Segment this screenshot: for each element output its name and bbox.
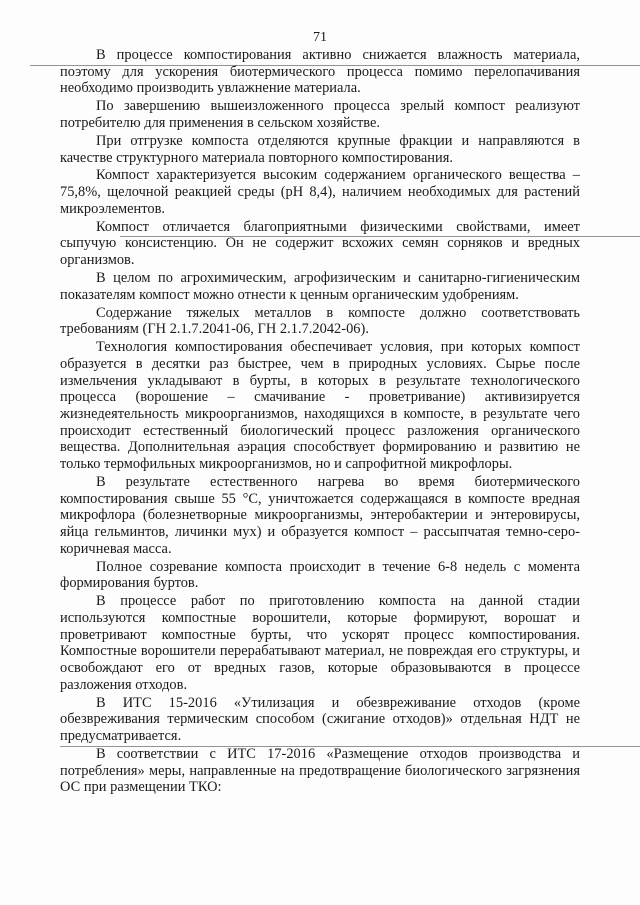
paragraph: В процессе компостирования активно снижается влажность материала, поэтому для ускорения биотермического процесса помимо перелопачивания необходимо производить увлажнение материала.	[60, 47, 580, 97]
page-number: 71	[313, 30, 327, 45]
paragraph: Полное созревание компоста происходит в течение 6-8 недель с момента формирования буртов.	[60, 558, 580, 592]
paragraph: При отгрузке компоста отделяются крупные фракции и направляются в качестве структурного материала повторного компостирования.	[60, 132, 580, 166]
paragraph: Компост отличается благоприятными физическими свойствами, имеет сыпучую консистенцию. Он не содержит всхожих семян сорняков и вредных организмов.	[60, 218, 580, 269]
paragraph: Содержание тяжелых металлов в компосте должно соответствовать требованиям (ГН 2.1.7.2041-06, ГН 2.1.7.2042-06).	[60, 304, 580, 338]
paragraph: По завершению вышеизложенного процесса зрелый компост реализуют потребителю для применения в сельском хозяйстве.	[60, 98, 580, 131]
document-body	[60, 47, 580, 797]
paragraph: В процессе работ по приготовлению компоста на данной стадии используются компостные ворошители, которые формируют, ворошат и проветривают компостные бурты, что ускорят процесс компостирования. Компостные ворошители перерабатывают материал, не повреждая его структуры, и освобождают его от вредных газов, которые образовываются в процессе разложения отходов.	[60, 593, 580, 693]
paragraph: В результате естественного нагрева во время биотермического компостирования свыше 55 °С, уничтожается содержащаяся в компосте вредная микрофлора (болезнетворные микроорганизмы, энтеробактерии и энтеровирусы, яйца гельминтов, личинки мух) и образуется компост – рассыпчатая темно-серо-коричневая масса.	[60, 474, 580, 557]
paragraph: Компост характеризуется высоким содержанием органического вещества – 75,8%, щелочной реакцией среды (pH 8,4), наличием необходимых для растений микроэлементов.	[60, 167, 580, 217]
paragraph: В целом по агрохимическим, агрофизическим и санитарно-гигиеническим показателям компост можно отнести к ценным органическим удобрениям.	[60, 270, 580, 303]
paragraph: В соответствии с ИТС 17-2016 «Размещение отходов производства и потребления» меры, направленные на предотвращение биологического загрязнения ОС при размещении ТКО:	[60, 746, 580, 796]
paragraph: В ИТС 15-2016 «Утилизация и обезвреживание отходов (кроме обезвреживания термическим способом (сжигание отходов)» отдельная НДТ не предусматривается.	[60, 694, 580, 745]
paragraph: Технология компостирования обеспечивает условия, при которых компост образуется в десятки раз быстрее, чем в природных условиях. Сырье после измельчения укладывают в бурты, в которых в результате технологического процесса (ворошение – смачивание - проветривание) активизируется жизнедеятельность микроорганизмов, находящихся в компосте, в результате чего происходит естественный биологический процесс разложения органического вещества. Дополнительная аэрация способствует формированию и развитию не только термофильных микроорганизмов, но и сапрофитной микрофлоры.	[60, 339, 580, 473]
